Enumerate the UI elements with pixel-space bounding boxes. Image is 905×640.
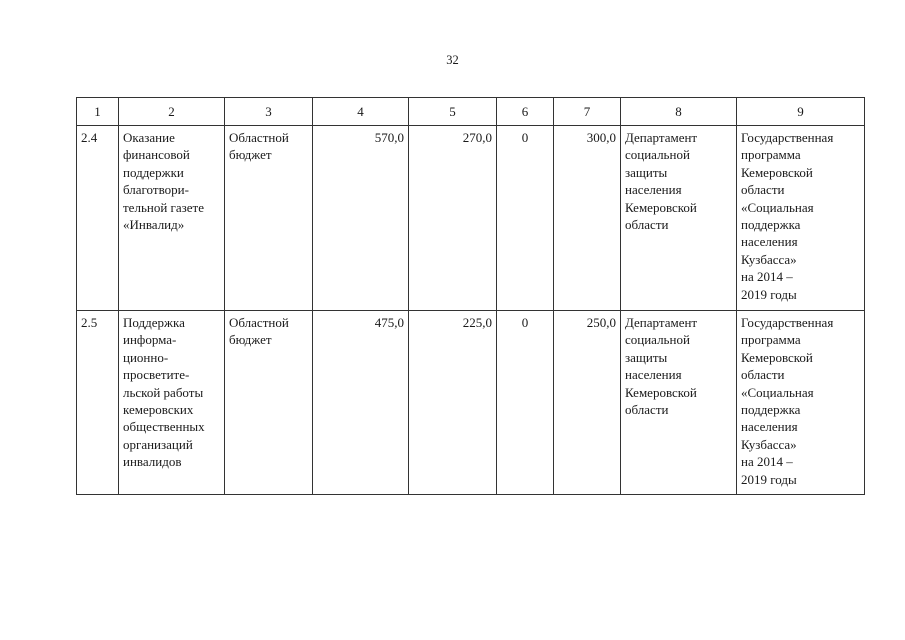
header-cell: 9 [737, 98, 865, 126]
amount-col6: 0 [497, 311, 554, 495]
row-code: 2.5 [77, 311, 119, 495]
header-cell: 6 [497, 98, 554, 126]
header-cell: 4 [313, 98, 409, 126]
funding-source: Областной бюджет [225, 311, 313, 495]
amount-col5: 225,0 [409, 311, 497, 495]
header-cell: 1 [77, 98, 119, 126]
row-code: 2.4 [77, 126, 119, 311]
header-cell: 5 [409, 98, 497, 126]
amount-col5: 270,0 [409, 126, 497, 311]
header-cell: 8 [621, 98, 737, 126]
amount-total: 570,0 [313, 126, 409, 311]
header-cell: 2 [119, 98, 225, 126]
program: Государственная программа Кемеровской области «Социальная поддержка населения Кузбасса» на 2014 – 2019 годы [737, 126, 865, 311]
activity-name: Поддержка информа- ционно- просветите- льской работы кемеровских общественных организаций инвалидов [119, 311, 225, 495]
program: Государственная программа Кемеровской области «Социальная поддержка населения Кузбасса» на 2014 – 2019 годы [737, 311, 865, 495]
funding-source: Областной бюджет [225, 126, 313, 311]
table-row [77, 126, 865, 311]
header-cell: 3 [225, 98, 313, 126]
amount-col7: 250,0 [554, 311, 621, 495]
header-cell: 7 [554, 98, 621, 126]
header-row [77, 98, 865, 126]
activity-name: Оказание финансовой поддержки благотвори- тельной газете «Инвалид» [119, 126, 225, 311]
executor: Департамент социальной защиты населения Кемеровской области [621, 126, 737, 311]
executor: Департамент социальной защиты населения Кемеровской области [621, 311, 737, 495]
page-number: 32 [446, 53, 459, 67]
amount-col6: 0 [497, 126, 554, 311]
table-row [77, 311, 865, 495]
amount-col7: 300,0 [554, 126, 621, 311]
program-activities-table [76, 97, 865, 495]
amount-total: 475,0 [313, 311, 409, 495]
